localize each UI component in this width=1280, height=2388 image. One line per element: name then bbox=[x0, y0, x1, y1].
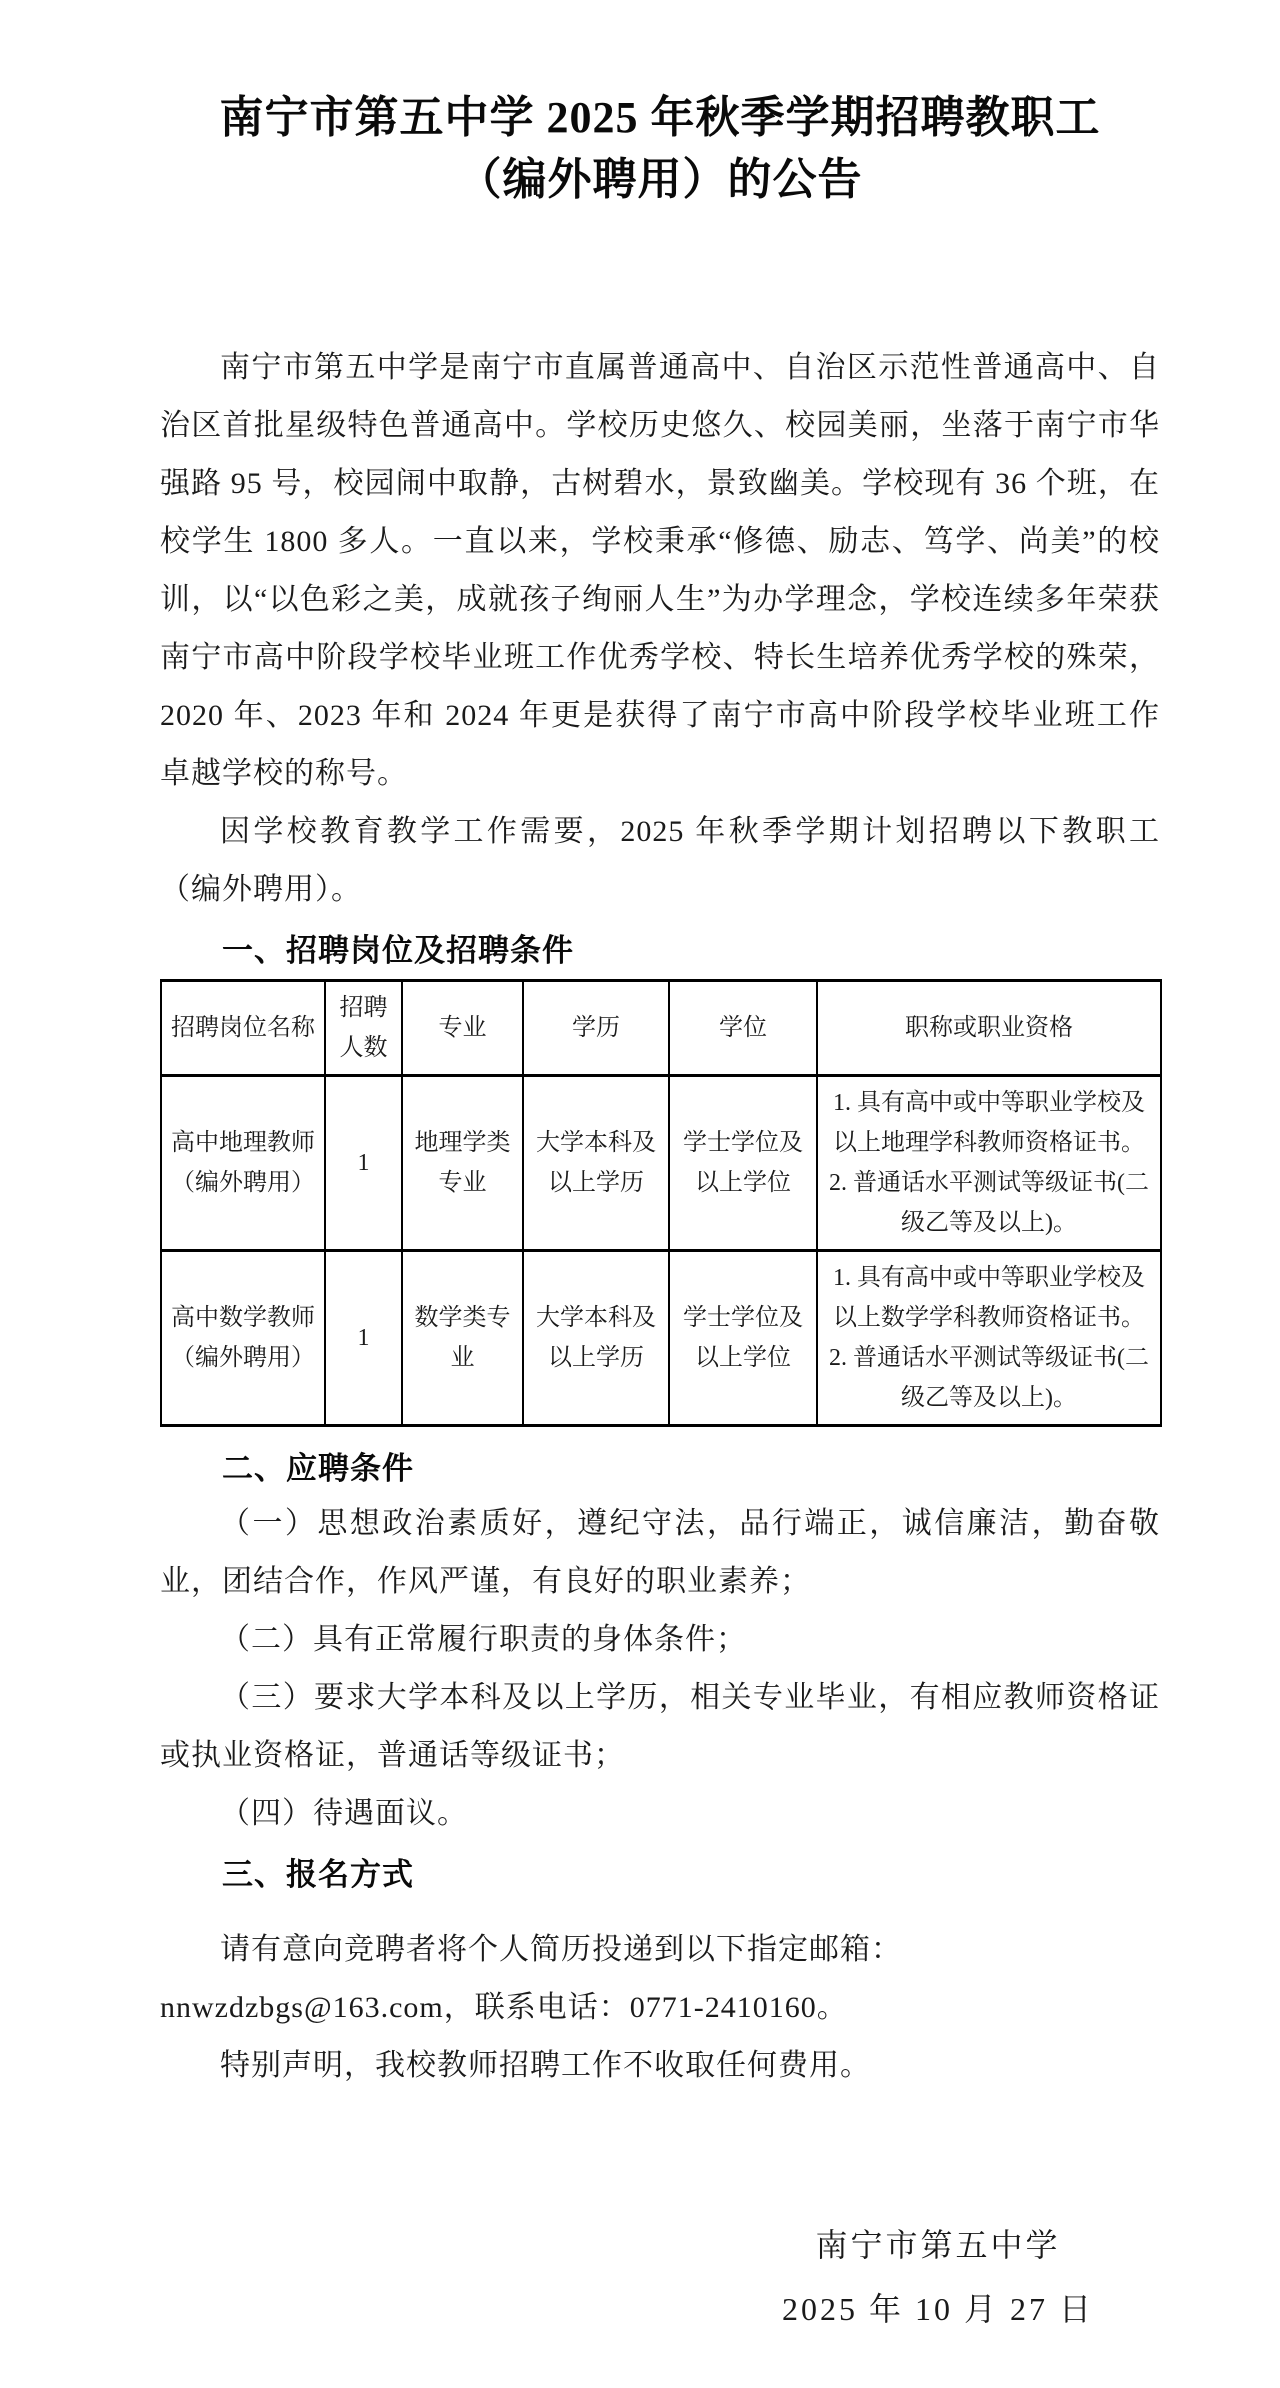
cell-major: 地理学类专业 bbox=[402, 1076, 523, 1251]
signature-school-name: 南宁市第五中学 bbox=[815, 2227, 1061, 2264]
header-education: 学历 bbox=[523, 981, 669, 1076]
section-heading-positions: 一、招聘岗位及招聘条件 bbox=[222, 933, 574, 969]
intro-paragraph-1: 南宁市第五中学是南宁市直属普通高中、自治区示范性普通高中、自治区首批星级特色普通高中。学校历史悠久、校园美丽，坐落于南宁市华强路 95 号，校园闹中取静，古树碧水，景致幽美。学校现有 36 个班，在校学生 1800 多人。一直以来，学校秉承“修德、励志、笃学、尚美”的校训，以“以色彩之美，成就孩子绚丽人生”为办学理念，学校连续多年荣获南宁市高中阶段学校毕业班工作优秀学校、特长生培养优秀学校的殊荣，2020 年、2023 年和 2024 年更是获得了南宁市高中阶段学校毕业班工作卓越学校的称号。 bbox=[160, 351, 1160, 791]
qualification-item: 1. 具有高中或中等职业学校及以上数学学科教师资格证书。 bbox=[833, 1265, 1145, 1332]
qualification-item: 2. 普通话水平测试等级证书(二级乙等及以上)。 bbox=[829, 1170, 1149, 1237]
header-qualification: 职称或职业资格 bbox=[817, 981, 1161, 1076]
table-row bbox=[161, 1076, 1161, 1251]
cell-degree: 学士学位及以上学位 bbox=[669, 1076, 817, 1251]
cell-degree: 学士学位及以上学位 bbox=[669, 1251, 817, 1426]
application-line-1: 请有意向竞聘者将个人简历投递到以下指定邮箱： bbox=[220, 1933, 902, 1967]
signature-date: 2025 年 10 月 27 日 bbox=[781, 2291, 1094, 2328]
application-contact-line: nnwzdzbgs@163.com，联系电话：0771-2410160。 bbox=[160, 1991, 848, 2025]
cell-qualifications bbox=[817, 1251, 1161, 1426]
cell-education: 大学本科及以上学历 bbox=[523, 1251, 669, 1426]
qualification-item: 1. 具有高中或中等职业学校及以上地理学科教师资格证书。 bbox=[833, 1090, 1145, 1157]
table-row bbox=[161, 1251, 1161, 1426]
table-header-row bbox=[161, 981, 1161, 1076]
recruitment-table bbox=[160, 979, 1162, 1427]
intro-paragraph-2: 因学校教育教学工作需要，2025 年秋季学期计划招聘以下教职工（编外聘用）。 bbox=[160, 815, 1160, 907]
header-degree: 学位 bbox=[669, 981, 817, 1076]
qualification-item: 2. 普通话水平测试等级证书(二级乙等及以上)。 bbox=[829, 1345, 1149, 1412]
requirement-item-3: （三）要求大学本科及以上学历，相关专业毕业，有相应教师资格证或执业资格证，普通话等级证书； bbox=[160, 1681, 1160, 1773]
signature-block bbox=[782, 2213, 1094, 2341]
section-heading-application: 三、报名方式 bbox=[222, 1857, 414, 1893]
requirement-item-4: （四）待遇面议。 bbox=[220, 1797, 468, 1831]
fee-notice: 特别声明，我校教师招聘工作不收取任何费用。 bbox=[220, 2049, 871, 2083]
header-major: 专业 bbox=[402, 981, 523, 1076]
header-position: 招聘岗位名称 bbox=[161, 981, 325, 1076]
cell-count: 1 bbox=[325, 1251, 402, 1426]
title-line-2: （编外聘用）的公告 bbox=[457, 155, 863, 205]
cell-qualifications bbox=[817, 1076, 1161, 1251]
header-count: 招聘人数 bbox=[325, 981, 402, 1076]
section-heading-requirements: 二、应聘条件 bbox=[222, 1451, 414, 1487]
cell-education: 大学本科及以上学历 bbox=[523, 1076, 669, 1251]
page-title bbox=[160, 87, 1160, 211]
cell-count: 1 bbox=[325, 1076, 402, 1251]
title-line-1: 南宁市第五中学 2025 年秋季学期招聘教职工 bbox=[219, 93, 1101, 143]
requirement-item-1: （一）思想政治素质好，遵纪守法，品行端正，诚信廉洁，勤奋敬业，团结合作，作风严谨，有良好的职业素养； bbox=[160, 1507, 1160, 1599]
application-instructions bbox=[160, 1921, 1160, 2037]
requirement-item-2: （二）具有正常履行职责的身体条件； bbox=[220, 1623, 747, 1657]
cell-position: 高中数学教师（编外聘用） bbox=[161, 1251, 325, 1426]
cell-major: 数学类专业 bbox=[402, 1251, 523, 1426]
cell-position: 高中地理教师（编外聘用） bbox=[161, 1076, 325, 1251]
